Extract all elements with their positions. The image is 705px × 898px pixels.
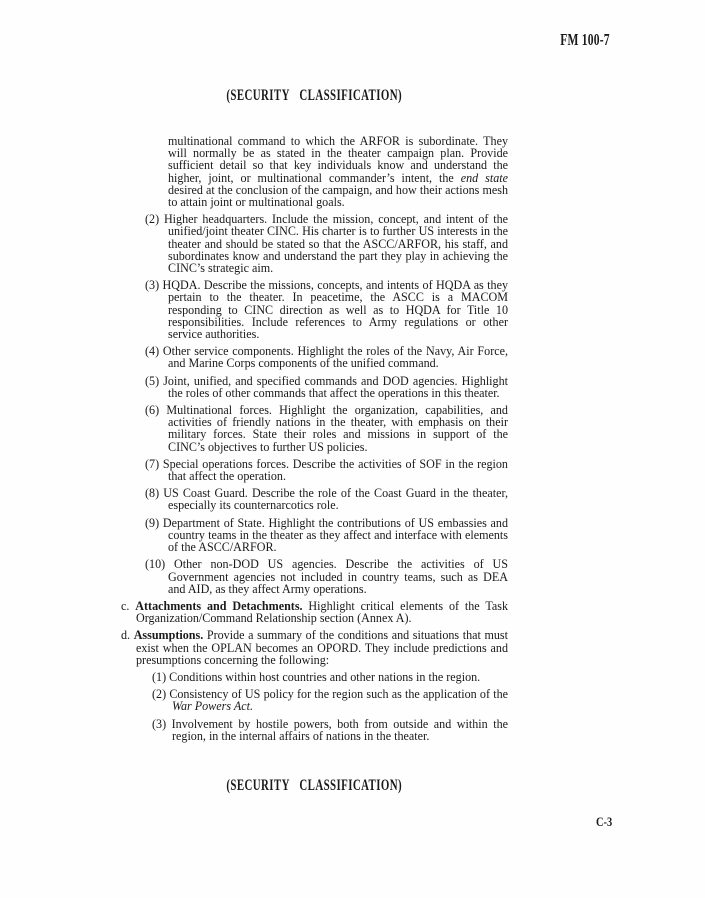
- item-text: Other service components. Highlight the roles of the Navy, Air Force, and Marine Corps components of the unified command.: [162, 344, 508, 371]
- numbered-item-9: [145, 517, 508, 554]
- item-text: Provide a summary of the conditions and situations that must exist when the OPLAN becomes an OPORD. They include predictions and presumptions concerning the following:: [136, 628, 508, 667]
- security-banner-top: [121, 88, 508, 104]
- numbered-item-7: [145, 458, 508, 482]
- intro-text-pre: multinational command to which the ARFOR is subordinate. They will normally be as stated in the theater campaign plan. Provide sufficient detail so that key individuals know and understand the higher, joint, or multinational commander’s intent, the: [168, 134, 508, 185]
- item-number: (8): [145, 486, 160, 501]
- numbered-item-2: [145, 213, 508, 274]
- intro-text-post: desired at the conclusion of the campaign, and how their actions mesh to attain joint or multinational goals.: [168, 182, 508, 210]
- item-number: (4): [145, 344, 160, 359]
- sub-item-2: [152, 688, 508, 712]
- item-text: Special operations forces. Describe the activities of SOF in the region that affect the operation.: [162, 456, 508, 484]
- paragraph-intro: [168, 135, 508, 208]
- intro-italic-end-state: end state: [460, 170, 508, 185]
- item-number: (7): [145, 456, 160, 471]
- item-number: (10): [145, 557, 166, 572]
- sub-item-2-italic-war-powers-act: War Powers Act.: [172, 699, 253, 714]
- numbered-item-4: [145, 345, 508, 369]
- doc-reference-text: FM 100-7: [560, 30, 610, 49]
- page-number: [592, 815, 612, 828]
- item-text: Multinational forces. Highlight the organization, capabilities, and activities of friendly nations in the theater, with emphasis on their military forces. State their roles and missions in support of the CINC’s objectives to further US policies.: [166, 403, 508, 454]
- numbered-item-8: [145, 487, 508, 511]
- lettered-item-c: [121, 600, 508, 624]
- item-number: (6): [145, 403, 160, 418]
- numbered-item-5: [145, 375, 508, 399]
- item-text: HQDA. Describe the missions, concepts, and intents of HQDA as they pertain to the theater. In peacetime, the ASCC is a MACOM responding to CINC direction as well as to HQDA for Title 10 responsibilities. Include references to Army regulations or other service authorities.: [162, 278, 508, 342]
- item-text: Joint, unified, and specified commands and DOD agencies. Highlight the roles of other commands that affect the operations in this theater.: [163, 373, 509, 400]
- item-text: Highlight critical elements of the Task Organization/Command Relationship section (Annex A).: [136, 598, 508, 626]
- page-content: [121, 135, 508, 742]
- numbered-item-10: [145, 558, 508, 595]
- sub-item-3: [152, 718, 508, 742]
- security-banner-bottom: [121, 778, 508, 794]
- item-text: Department of State. Highlight the contributions of US embassies and country teams in the theater as they affect and interface with elements of the ASCC/ARFOR.: [162, 515, 508, 555]
- doc-reference: [537, 31, 610, 48]
- sub-item-1: [152, 671, 508, 683]
- item-title-bold: Assumptions.: [133, 628, 204, 643]
- item-number: (2): [152, 687, 167, 702]
- security-banner-top-text: (SECURITY CLASSIFICATION): [226, 87, 403, 104]
- item-number: (3): [145, 278, 160, 293]
- item-number: (1): [152, 669, 167, 684]
- item-title-bold: Attachments and Detachments.: [135, 598, 303, 613]
- item-text: US Coast Guard. Describe the role of the Coast Guard in the theater, especially its counternarcotics role.: [163, 486, 509, 513]
- sub-item-2-text-pre: Consistency of US policy for the region such as the application of the: [169, 687, 508, 702]
- lettered-item-d: [121, 629, 508, 666]
- item-number: (2): [145, 212, 160, 227]
- item-number: (5): [145, 373, 160, 388]
- numbered-item-3: [145, 279, 508, 340]
- item-text: Other non-DOD US agencies. Describe the activities of US Government agencies not included in country teams, such as DEA and AID, as they affect Army operations.: [168, 557, 508, 596]
- item-text: Involvement by hostile powers, both from outside and within the region, in the internal affairs of nations in the theater.: [171, 716, 508, 743]
- item-letter: c.: [121, 598, 130, 613]
- item-letter: d.: [121, 628, 131, 643]
- item-text: Higher headquarters. Include the mission, concept, and intent of the unified/joint theater CINC. His charter is to further US interests in the theater and should be stated so that the ASCC/ARFOR, his staff, and subordinates know and understand the part they play in achieving the CINC’s strategic aim.: [163, 212, 508, 276]
- item-text: [169, 687, 508, 713]
- item-number: (9): [145, 515, 160, 530]
- numbered-item-6: [145, 404, 508, 453]
- item-text: Conditions within host countries and other nations in the region.: [169, 669, 481, 684]
- page-number-text: C-3: [595, 814, 612, 829]
- security-banner-bottom-text: (SECURITY CLASSIFICATION): [226, 777, 403, 794]
- item-number: (3): [152, 716, 167, 731]
